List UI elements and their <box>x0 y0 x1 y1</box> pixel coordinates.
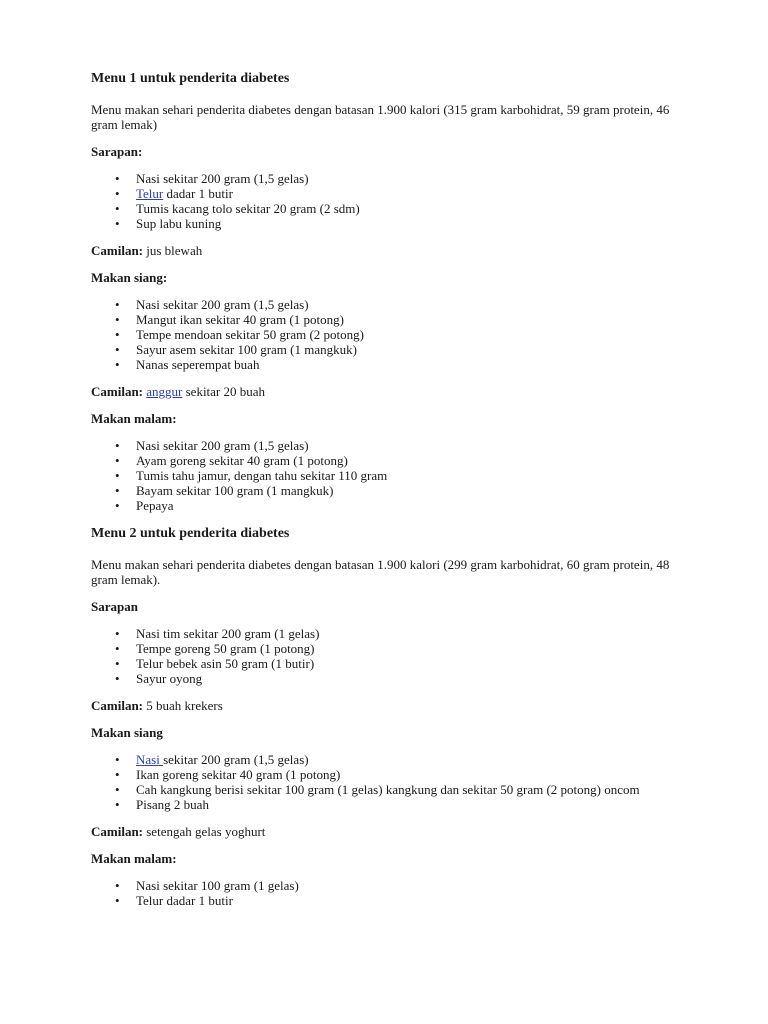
list-item-text: Pepaya <box>136 498 174 513</box>
list-item-text: Nasi sekitar 100 gram (1 gelas) <box>136 878 299 893</box>
menu-1-snack-1 <box>91 243 698 258</box>
list-item <box>136 342 698 357</box>
heading-label: Makan siang: <box>91 270 168 285</box>
list-item-text: sekitar 200 gram (1,5 gelas) <box>163 752 309 767</box>
list-item <box>136 453 698 468</box>
snack-label: Camilan: <box>91 698 143 713</box>
menu-2-dinner-heading <box>91 851 698 866</box>
list-item-text: Telur bebek asin 50 gram (1 butir) <box>136 656 315 671</box>
list-item-text: Ikan goreng sekitar 40 gram (1 potong) <box>136 767 341 782</box>
list-item <box>136 626 698 641</box>
menu-2-dinner-list <box>91 878 698 908</box>
list-item <box>136 468 698 483</box>
snack-label: Camilan: <box>91 824 143 839</box>
nasi-link[interactable]: Nasi <box>136 752 164 767</box>
list-item-text: Tumis kacang tolo sekitar 20 gram (2 sdm) <box>136 201 360 216</box>
list-item-text: Sup labu kuning <box>136 216 222 231</box>
list-item-text: Tempe goreng 50 gram (1 potong) <box>136 641 315 656</box>
snack-text: sekitar 20 buah <box>182 384 266 399</box>
snack-label: Camilan: <box>91 243 143 258</box>
list-item <box>136 641 698 656</box>
list-item-text: Ayam goreng sekitar 40 gram (1 potong) <box>136 453 348 468</box>
menu-1-snack-2 <box>91 384 698 399</box>
list-item <box>136 186 698 201</box>
heading-label: Makan malam: <box>91 411 177 426</box>
list-item <box>136 216 698 231</box>
list-item <box>136 782 698 797</box>
list-item-text: Nasi sekitar 200 gram (1,5 gelas) <box>136 438 309 453</box>
menu-1-intro: Menu makan sehari penderita diabetes dengan batasan 1.900 kalori (315 gram karbohidrat, 59 gram protein, 46 gram lemak) <box>91 102 670 132</box>
list-item <box>136 498 698 513</box>
list-item-text: Bayam sekitar 100 gram (1 mangkuk) <box>136 483 334 498</box>
menu-2-lunch-heading <box>91 725 698 740</box>
list-item <box>136 878 698 893</box>
heading-label: Makan siang <box>91 725 163 740</box>
menu-2-title: Menu 2 untuk penderita diabetes <box>91 526 290 541</box>
list-item-text: Pisang 2 buah <box>136 797 209 812</box>
telur-link[interactable]: Telur <box>136 186 164 201</box>
list-item <box>136 797 698 812</box>
list-item <box>136 201 698 216</box>
snack-text: jus blewah <box>143 243 203 258</box>
menu-2-intro: Menu makan sehari penderita diabetes dengan batasan 1.900 kalori (299 gram karbohidrat, 60 gram protein, 48 gram lemak). <box>91 557 670 587</box>
menu-1-dinner-heading <box>91 411 698 426</box>
list-item <box>136 671 698 686</box>
menu-2-lunch-list <box>91 752 698 812</box>
menu-1-title: Menu 1 untuk penderita diabetes <box>91 71 290 86</box>
anggur-link[interactable]: anggur <box>146 384 183 399</box>
list-item <box>136 752 698 767</box>
list-item-text: Mangut ikan sekitar 40 gram (1 potong) <box>136 312 344 327</box>
menu-1-lunch-heading <box>91 270 698 285</box>
list-item <box>136 312 698 327</box>
menu-1-lunch-list <box>91 297 698 372</box>
heading-label: Sarapan: <box>91 144 143 159</box>
list-item-text: Nanas seperempat buah <box>136 357 260 372</box>
menu-1-breakfast-list <box>91 171 698 231</box>
list-item <box>136 893 698 908</box>
list-item-text: Tumis tahu jamur, dengan tahu sekitar 110 gram <box>136 468 388 483</box>
list-item-text: Tempe mendoan sekitar 50 gram (2 potong) <box>136 327 364 342</box>
snack-label: Camilan: <box>91 384 143 399</box>
snack-text: 5 buah krekers <box>143 698 223 713</box>
list-item-text: dadar 1 butir <box>163 186 233 201</box>
list-item <box>136 656 698 671</box>
list-item-text: Nasi sekitar 200 gram (1,5 gelas) <box>136 297 309 312</box>
list-item-text: Sayur oyong <box>136 671 203 686</box>
snack-text: setengah gelas yoghurt <box>143 824 266 839</box>
heading-label: Sarapan <box>91 599 138 614</box>
menu-2-section <box>91 525 698 908</box>
list-item-text: Cah kangkung berisi sekitar 100 gram (1 gelas) kangkung dan sekitar 50 gram (2 potong) oncom <box>136 782 640 797</box>
menu-1-section <box>91 70 698 513</box>
list-item <box>136 327 698 342</box>
menu-2-breakfast-list <box>91 626 698 686</box>
list-item <box>136 357 698 372</box>
heading-label: Makan malam: <box>91 851 177 866</box>
list-item-text: Nasi tim sekitar 200 gram (1 gelas) <box>136 626 320 641</box>
list-item <box>136 483 698 498</box>
list-item-text: Telur dadar 1 butir <box>136 893 233 908</box>
menu-2-snack-1 <box>91 698 698 713</box>
menu-2-snack-2 <box>91 824 698 839</box>
list-item-text: Nasi sekitar 200 gram (1,5 gelas) <box>136 171 309 186</box>
list-item <box>136 767 698 782</box>
menu-2-breakfast-heading <box>91 599 698 614</box>
menu-1-breakfast-heading <box>91 144 698 159</box>
list-item-text: Sayur asem sekitar 100 gram (1 mangkuk) <box>136 342 357 357</box>
menu-1-dinner-list <box>91 438 698 513</box>
list-item <box>136 171 698 186</box>
list-item <box>136 297 698 312</box>
list-item <box>136 438 698 453</box>
